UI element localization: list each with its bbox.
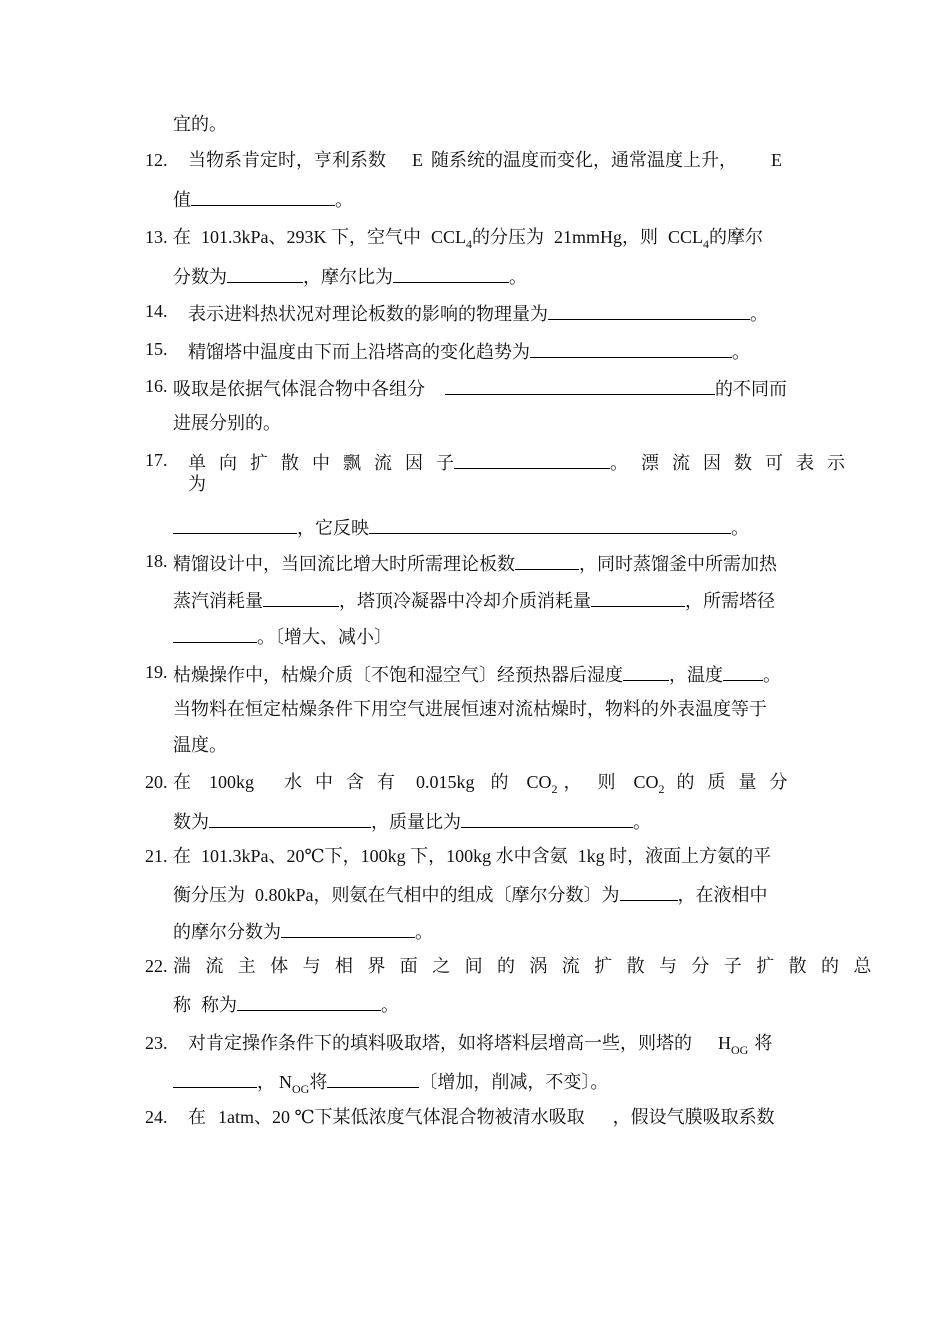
q19-line2: 当物料在恒定枯燥条件下用空气进展恒速对流枯燥时，物料的外表温度等于 [173,699,767,719]
q19-line3: 温度。 [173,735,227,755]
q16-line1: 吸取是依据气体混合物中各组分 的不同而 [173,374,787,401]
q21-number: 21. [145,846,168,866]
q16-line2: 进展分别的。 [173,413,281,433]
q12-number: 12. [145,150,168,170]
q22-answer-blank[interactable] [237,990,381,1011]
q21-blank-gas-fraction[interactable] [620,880,678,901]
q12-answer-blank[interactable] [191,185,335,206]
q24-line1: 在 1atm、20 ℃下某低浓度气体混合物被清水吸取 ，假设气膜吸取系数 [188,1107,775,1127]
q14-answer-blank[interactable] [548,299,750,320]
q18-line3: 。〔增大、减小〕 [173,622,392,649]
q21-line2: 衡分压为 0.80kPa，则氨在气相中的组成〔摩尔分数〕为 ，在液相中 [173,880,768,907]
q18-line2: 蒸汽消耗量 ，塔顶冷凝器中冷却介质消耗量 ，所需塔径 [173,586,775,613]
q20-blank-mass-ratio[interactable] [461,807,633,828]
q18-line1: 精馏设计中，当回流比增大时所需理论板数 ，同时蒸馏釜中所需加热 [173,549,777,576]
q13-blank-mole-fraction[interactable] [227,262,303,283]
q17-wei: 为 [188,474,206,494]
q13-blank-mole-ratio[interactable] [393,262,509,283]
q11-tail: 宜的。 [173,114,227,134]
q22-number: 22. [145,956,168,976]
q20-line1: 在 100kg 水中含有 0.015kg 的 $CO_2$ ， 则 $CO_2$ 的质量分 [173,772,801,796]
q23-blank-nog[interactable] [327,1067,419,1088]
q20-blank-mass-fraction[interactable] [209,807,371,828]
q18-blank-diameter[interactable] [173,622,257,643]
q15-answer-blank[interactable] [530,337,732,358]
q18-blank-plates[interactable] [515,549,579,570]
q18-number: 18. [145,551,168,571]
q13-line2: 分数为 ，摩尔比为 。 [173,262,527,289]
q15-line: 精馏塔中温度由下而上沿塔高的变化趋势为 。 [188,337,750,364]
q16-answer-blank[interactable] [445,374,715,395]
q17-blank-expression[interactable] [173,513,297,534]
q18-blank-coolant[interactable] [591,586,685,607]
q17-blank-reflects[interactable] [369,513,731,534]
q20-line2: 数为 ，质量比为 。 [173,807,651,834]
q24-number: 24. [145,1107,168,1127]
q22-line1: 湍流主体与相界面之间的涡流扩散与分子扩散的总 [173,956,886,976]
q16-number: 16. [145,376,168,396]
q19-blank-temperature[interactable] [723,660,763,681]
q21-blank-liquid-fraction[interactable] [281,917,415,938]
q20-number: 20. [145,772,168,792]
q19-number: 19. [145,662,168,682]
q14-line: 表示进料热状况对理论板数的影响的物理量为 。 [188,299,768,326]
q22-line2: 称 称为 。 [173,990,399,1017]
q19-blank-humidity[interactable] [623,660,669,681]
q19-line1: 枯燥操作中，枯燥介质〔不饱和湿空气〕经预热器后湿度 ，温度 。 [173,660,781,687]
q21-line3: 的摩尔分数为 。 [173,917,433,944]
q17-line2: ，它反映 。 [173,513,749,540]
q12-line2: 值 。 [173,185,353,212]
q17-blank-factor[interactable] [454,448,610,469]
q23-number: 23. [145,1033,168,1053]
q17-line1: 单向扩散中飘流因子 。漂流因数可表示 [188,448,858,475]
q14-number: 14. [145,301,168,321]
q23-line1: 对肯定操作条件下的填料吸取塔，如将塔料层增高一些，则塔的 $H_{OG}$ 将 [188,1033,773,1057]
q21-line1: 在 101.3kPa、20℃下，100kg 下，100kg 水中含氨 1kg 时，液面上方氨的平 [173,846,772,866]
q13-number: 13. [145,227,168,247]
q12-line1: 当物系肯定时，亨利系数 E 随系统的温度而变化，通常温度上升， E [188,150,782,170]
q15-number: 15. [145,339,168,359]
q18-blank-steam[interactable] [263,586,339,607]
q17-number: 17. [145,450,168,470]
q23-line2: ， $N_{OG}$将 〔增加，削减，不变〕。 [173,1067,608,1094]
q13-line1: 在 101.3kPa、293K 下，空气中 $CCL_4$的分压为 21mmHg，则 $CCL_4$的摩尔 [173,227,764,251]
q23-blank-hog[interactable] [173,1067,257,1088]
